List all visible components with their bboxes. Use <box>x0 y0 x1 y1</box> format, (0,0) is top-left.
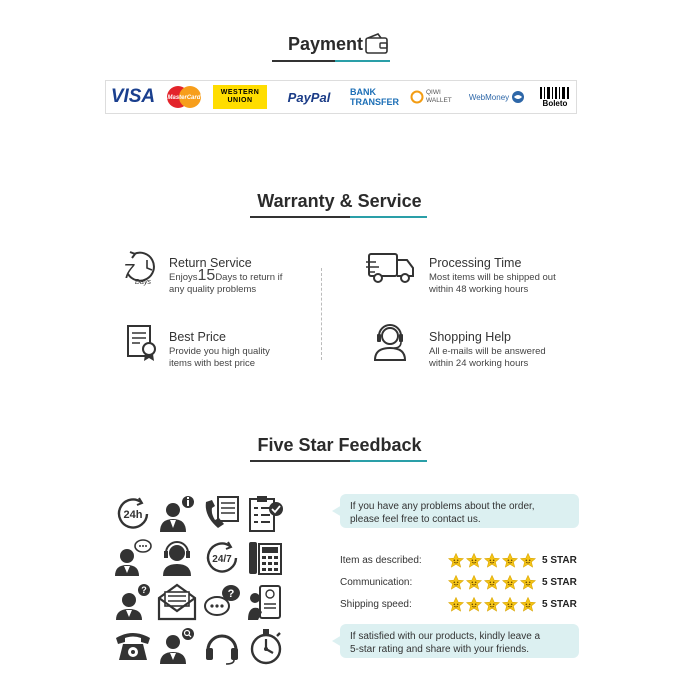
star-icon <box>484 597 500 612</box>
processing-time-text: Most items will be shipped out within 48 working hours <box>429 272 556 295</box>
online-shopping-icon <box>246 582 286 622</box>
question-agent-icon <box>113 582 153 622</box>
star-icon <box>502 553 518 568</box>
stopwatch-icon <box>246 626 286 666</box>
svg-text:24/7: 24/7 <box>212 554 232 565</box>
telephone-icon <box>113 626 153 666</box>
payment-methods-strip <box>105 80 577 114</box>
star-icon <box>520 553 536 568</box>
search-agent-icon <box>157 626 197 666</box>
warranty-divider <box>321 268 322 360</box>
star-icon <box>448 597 464 612</box>
svg-text:MasterCard: MasterCard <box>167 95 201 101</box>
rating-label-communication: Communication: <box>340 577 413 588</box>
mastercard-logo <box>166 85 202 109</box>
return-7days-icon <box>120 248 160 288</box>
wallet-icon <box>364 32 390 56</box>
warranty-underline <box>250 216 350 218</box>
bubble-tail-bottom <box>332 635 342 647</box>
feedback-underline <box>250 460 350 462</box>
best-price-title: Best Price <box>169 330 226 344</box>
star-icon <box>466 575 482 590</box>
payment-title: Payment <box>287 34 364 54</box>
svg-text:24h: 24h <box>123 509 143 521</box>
question-chat-icon <box>202 582 242 622</box>
feedback-title: Five Star Feedback <box>257 435 422 455</box>
star-icon <box>448 575 464 590</box>
payment-underline <box>272 60 335 62</box>
svg-text:7: 7 <box>123 261 135 283</box>
webmoney-globe-icon <box>511 90 525 104</box>
svg-text:Days: Days <box>135 279 151 286</box>
qiwi-wallet-logo: QIWI WALLET <box>408 85 458 109</box>
webmoney-logo: WebMoney <box>466 85 528 109</box>
best-price-text: Provide you high quality items with best price <box>169 346 270 369</box>
chat-agent-icon <box>113 538 153 578</box>
phone-document-icon <box>202 494 242 534</box>
customer-support-icon <box>370 322 410 362</box>
feedback-underline-accent <box>350 460 427 462</box>
svg-text:?: ? <box>227 588 235 600</box>
boleto-logo: Boleto <box>538 85 572 109</box>
visa-logo: VISA <box>110 86 156 107</box>
delivery-truck-icon <box>366 248 416 288</box>
star-icon <box>466 553 482 568</box>
info-agent-icon <box>157 494 197 534</box>
headphones-icon <box>202 626 242 666</box>
shopping-help-title: Shopping Help <box>429 330 512 344</box>
barcode-icon <box>539 87 571 99</box>
return-service-text: Enjoys15Days to return if any quality problems <box>169 267 283 295</box>
star-icon <box>484 553 500 568</box>
office-phone-icon <box>246 538 286 578</box>
shopping-help-text: All e-mails will be answered within 24 working hours <box>429 346 546 369</box>
certificate-icon <box>122 322 162 362</box>
leave-rating-bubble: If satisfied with our products, kindly leave a 5-star rating and share with your friends. <box>340 624 579 658</box>
return-service-title: Return Service <box>169 256 252 270</box>
payment-underline-accent <box>335 60 390 62</box>
warranty-title: Warranty & Service <box>257 191 422 211</box>
star-icon <box>520 575 536 590</box>
24h-clock-icon <box>113 494 153 534</box>
western-union-logo: WESTERN UNION <box>213 85 267 109</box>
checklist-icon <box>246 494 286 534</box>
paypal-logo: PayPal <box>287 89 331 105</box>
rating-label-shipping: Shipping speed: <box>340 599 412 610</box>
svg-text:?: ? <box>141 585 147 595</box>
envelope-icon <box>157 582 197 622</box>
bank-transfer-logo: BANK TRANSFER <box>350 87 399 107</box>
bubble-tail <box>332 505 342 517</box>
processing-time-title: Processing Time <box>429 256 522 270</box>
star-icon <box>448 553 464 568</box>
star-icon <box>520 597 536 612</box>
24-7-clock-icon <box>202 538 242 578</box>
star-icon <box>484 575 500 590</box>
contact-us-bubble: If you have any problems about the order, please feel free to contact us. <box>340 494 579 528</box>
rating-value-communication: 5 STAR <box>542 577 577 588</box>
star-icon <box>502 597 518 612</box>
warranty-underline-accent <box>350 216 427 218</box>
star-icon <box>502 575 518 590</box>
rating-value-shipping: 5 STAR <box>542 599 577 610</box>
qiwi-icon <box>410 90 424 104</box>
rating-value-item: 5 STAR <box>542 555 577 566</box>
rating-label-item: Item as described: <box>340 555 422 566</box>
headset-operator-icon <box>157 538 197 578</box>
star-icon <box>466 597 482 612</box>
